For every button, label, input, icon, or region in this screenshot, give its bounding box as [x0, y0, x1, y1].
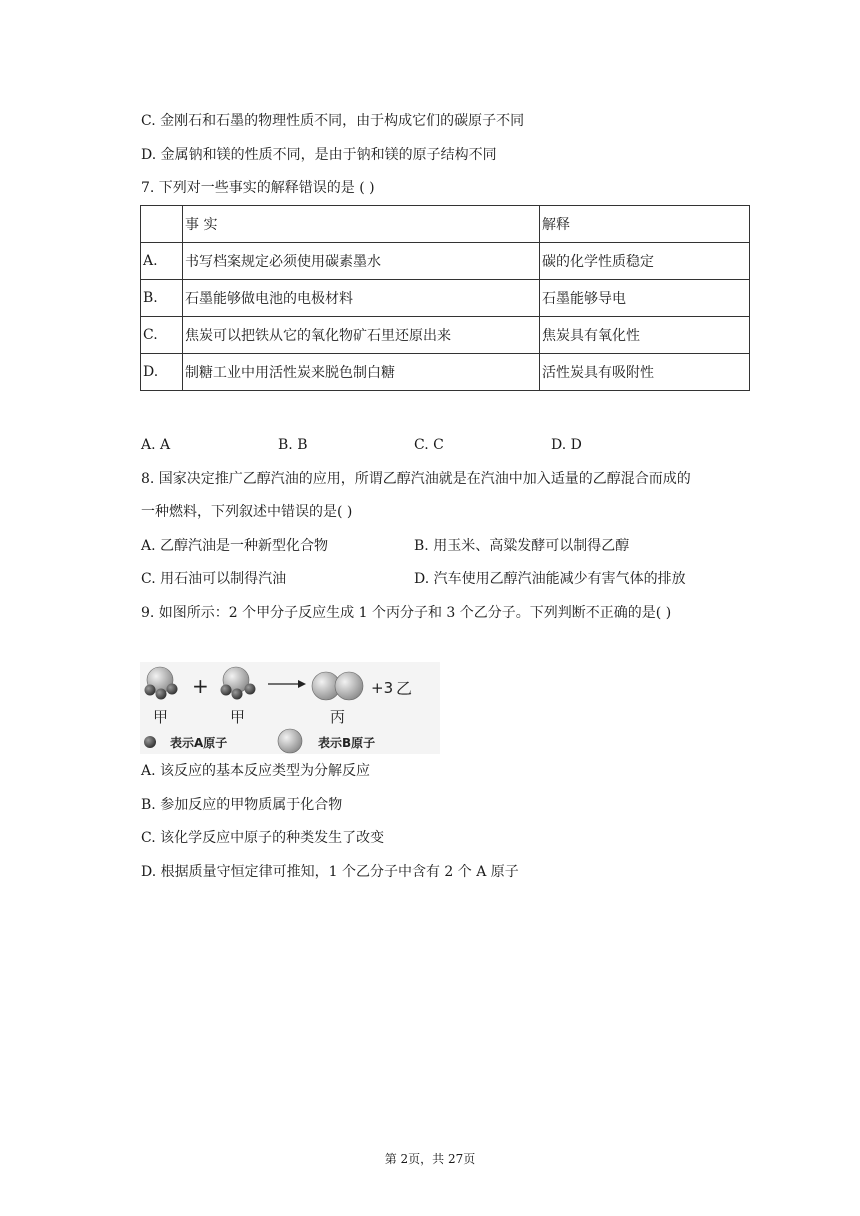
question-9-option-b: B. 参加反应的甲物质属于化合物: [141, 797, 343, 813]
table-cell: C.: [141, 317, 183, 354]
question-8-option-b: B. 用玉米、高粱发酵可以制得乙醇: [414, 538, 630, 554]
question-9-option-c: C. 该化学反应中原子的种类发生了改变: [141, 830, 385, 846]
question-6-option-d: D. 金属钠和镁的性质不同，是由于钠和镁的原子结构不同: [141, 147, 497, 163]
question-8-option-a: A. 乙醇汽油是一种新型化合物: [141, 538, 329, 554]
table-cell: 制糖工业中用活性炭来脱色制白糖: [183, 354, 540, 391]
question-6-option-c: C. 金刚石和石墨的物理性质不同，由于构成它们的碳原子不同: [141, 113, 525, 129]
plus-three-label: +3: [371, 679, 394, 697]
question-9-option-a: A. 该反应的基本反应类型为分解反应: [141, 763, 371, 779]
question-7-option-b: B. B: [278, 437, 308, 453]
table-cell: D.: [141, 354, 183, 391]
table-cell: 石墨能够做电池的电极材料: [183, 280, 540, 317]
question-7-option-a: A. A: [141, 437, 171, 453]
table-cell: 活性炭具有吸附性: [540, 354, 750, 391]
table-cell: 书写档案规定必须使用碳素墨水: [183, 243, 540, 280]
table-cell: 石墨能够导电: [540, 280, 750, 317]
table-cell: A.: [141, 243, 183, 280]
table-header-row: [141, 206, 750, 243]
legend-atom-b-label: 表示B原子: [318, 736, 376, 750]
table-cell: 事 实: [183, 206, 540, 243]
table-cell: [141, 206, 183, 243]
bing-label: 丙: [330, 708, 346, 726]
question-7-option-d: D. D: [551, 437, 582, 453]
table-cell: 碳的化学性质稳定: [540, 243, 750, 280]
page-footer: 第 2页，共 27页: [384, 1152, 476, 1166]
table-row: [141, 354, 750, 391]
question-9-stem: 9. 如图所示：2 个甲分子反应生成 1 个丙分子和 3 个乙分子。下列判断不正确的是( ): [141, 605, 672, 621]
question-7-option-c: C. C: [414, 437, 444, 453]
question-8-stem-line2: 一种燃料，下列叙述中错误的是( ): [141, 504, 353, 520]
facts-table: [140, 205, 750, 391]
table-row: [141, 243, 750, 280]
question-9-option-d: D. 根据质量守恒定律可推知，1 个乙分子中含有 2 个 A 原子: [141, 864, 519, 880]
jia-label-1: 甲: [153, 708, 169, 726]
legend-atom-a-label: 表示A原子: [170, 736, 228, 750]
question-8-option-c: C. 用石油可以制得汽油: [141, 571, 287, 587]
question-8-stem-line1: 8. 国家决定推广乙醇汽油的应用，所谓乙醇汽油就是在汽油中加入适量的乙醇混合而成的: [141, 471, 691, 487]
table-row: [141, 317, 750, 354]
question-7-stem: 7. 下列对一些事实的解释错误的是 ( ): [141, 180, 375, 196]
table-cell: 解释: [540, 206, 750, 243]
yi-label: 乙: [396, 679, 413, 698]
table-cell: B.: [141, 280, 183, 317]
reaction-figure: [140, 662, 440, 754]
table-cell: 焦炭具有氧化性: [540, 317, 750, 354]
table-cell: 焦炭可以把铁从它的氧化物矿石里还原出来: [183, 317, 540, 354]
question-8-option-d: D. 汽车使用乙醇汽油能减少有害气体的排放: [414, 571, 686, 587]
table-row: [141, 280, 750, 317]
plus-sign: +: [192, 674, 209, 698]
jia-label-2: 甲: [230, 708, 246, 726]
